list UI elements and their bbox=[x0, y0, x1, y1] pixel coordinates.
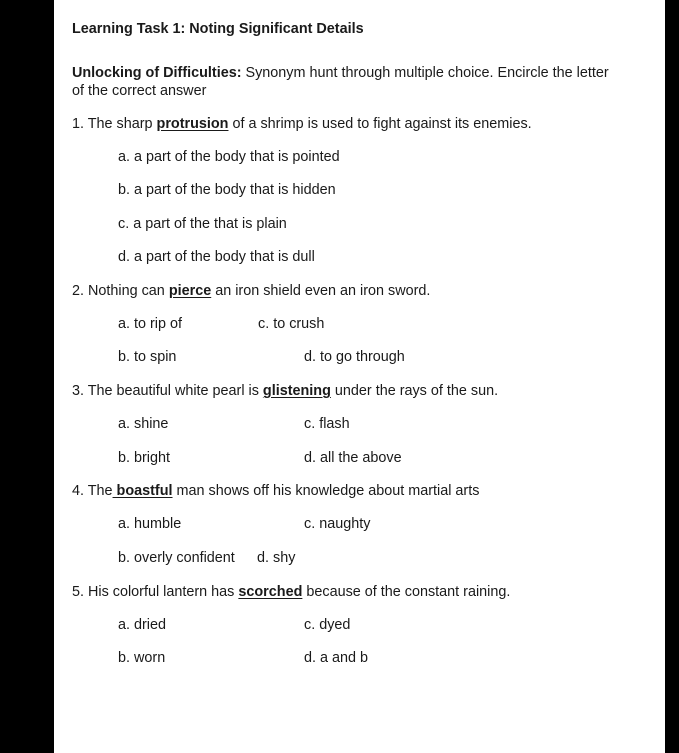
q1-choice-b[interactable]: b. a part of the body that is hidden bbox=[118, 182, 336, 198]
question-4 bbox=[72, 483, 479, 500]
q4-choice-b[interactable]: b. overly confident bbox=[118, 550, 235, 566]
q5-choice-d[interactable]: d. a and b bbox=[304, 650, 369, 666]
question-2-pre: 2. Nothing can bbox=[72, 283, 169, 299]
question-5 bbox=[72, 584, 510, 601]
question-4-post: man shows off his knowledge about martial arts bbox=[172, 483, 480, 499]
question-1-post: of a shrimp is used to fight against its enemies. bbox=[228, 116, 532, 132]
question-1 bbox=[72, 116, 532, 133]
question-1-keyword: protrusion bbox=[156, 116, 229, 132]
q1-choice-c[interactable]: c. a part of the that is plain bbox=[118, 216, 287, 232]
q4-choice-a[interactable]: a. humble bbox=[118, 516, 182, 532]
question-1-pre: 1. The sharp bbox=[72, 116, 157, 132]
q5-choice-c[interactable]: c. dyed bbox=[304, 617, 351, 633]
q2-choice-a[interactable]: a. to rip of bbox=[118, 316, 182, 332]
q4-choice-d[interactable]: d. shy bbox=[257, 550, 296, 566]
question-4-keyword: boastful bbox=[112, 483, 173, 499]
question-2-post: an iron shield even an iron sword. bbox=[211, 283, 431, 299]
q3-choice-d[interactable]: d. all the above bbox=[304, 450, 402, 466]
question-5-pre: 5. His colorful lantern has bbox=[72, 584, 239, 600]
question-5-post: because of the constant raining. bbox=[302, 584, 511, 600]
worksheet-page bbox=[54, 0, 665, 753]
q3-choice-b[interactable]: b. bright bbox=[118, 450, 170, 466]
q3-choice-c[interactable]: c. flash bbox=[304, 416, 350, 432]
question-4-pre: 4. The bbox=[72, 483, 113, 499]
q1-choice-a[interactable]: a. a part of the body that is pointed bbox=[118, 149, 340, 165]
instructions-heading: Unlocking of Difficulties: bbox=[72, 65, 242, 81]
question-5-keyword: scorched bbox=[238, 584, 303, 600]
q1-choice-d[interactable]: d. a part of the body that is dull bbox=[118, 249, 315, 265]
instructions-line-1 bbox=[72, 65, 609, 82]
q2-choice-d[interactable]: d. to go through bbox=[304, 349, 405, 365]
q2-choice-b[interactable]: b. to spin bbox=[118, 349, 177, 365]
instructions-line-2: of the correct answer bbox=[72, 83, 207, 99]
q3-choice-a[interactable]: a. shine bbox=[118, 416, 169, 432]
q5-choice-b[interactable]: b. worn bbox=[118, 650, 166, 666]
question-3-keyword: glistening bbox=[262, 383, 331, 399]
instructions-text: Synonym hunt through multiple choice. Encircle the letter bbox=[241, 65, 609, 81]
question-2-keyword: pierce bbox=[168, 283, 212, 299]
question-2 bbox=[72, 283, 430, 300]
q2-choice-c[interactable]: c. to crush bbox=[258, 316, 325, 332]
question-3-post: under the rays of the sun. bbox=[330, 383, 499, 399]
page-title: Learning Task 1: Noting Significant Details bbox=[72, 21, 364, 37]
q5-choice-a[interactable]: a. dried bbox=[118, 617, 166, 633]
question-3 bbox=[72, 383, 498, 400]
question-3-pre: 3. The beautiful white pearl is bbox=[72, 383, 263, 399]
q4-choice-c[interactable]: c. naughty bbox=[304, 516, 371, 532]
